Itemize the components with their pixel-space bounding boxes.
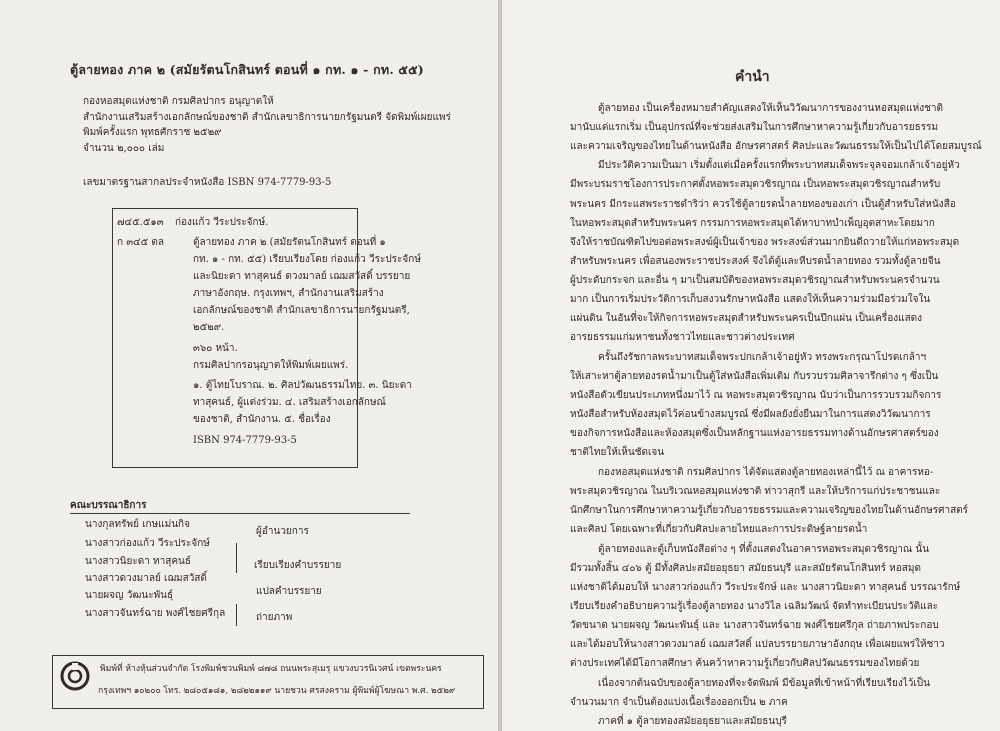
preface-line: มีประวัติความเป็นมา เริ่มตั้งแต่เมื่อครั้งแรกที่พระบาทสมเด็จพระจุลจอมเกล้าเจ้าอยู่หัว: [598, 160, 960, 172]
preface-line: เรียบเรียงคำอธิบายความรู้เรื่องตู้ลายทอง นางวิไล เฉลิมวัฒน์ จัดทำทะเบียนประวัติและ: [570, 600, 939, 612]
preface-line: มีรวมทั้งสิ้น ๔๐๖ ตู้ มีทั้งศิลปะสมัยอยุธยา สมัยธนบุรี และสมัยรัตนโกสินทร์ หอสมุด: [570, 562, 921, 574]
preface-line: ภาคที่ ๑ ตู้ลายทองสมัยอยุธยาและสมัยธนบุรี: [598, 716, 787, 728]
preface-line: มานับแต่แรกเริ่ม เป็นอุปกรณ์ที่จะช่วยส่งเสริมในการศึกษาหาความรู้เกี่ยวกับอารยธรรม: [570, 122, 939, 134]
catalog-card: [112, 208, 421, 468]
printer-logo: [60, 661, 90, 691]
board-member: นายผจญ วัฒนะพันธุ์: [85, 590, 174, 601]
card-line: ทาสุคนธ์, ผู้แต่งร่วม. ๔. เสริมสร้างเอกลักษณ์: [193, 397, 386, 408]
preface-line: พระนคร มีกระแสพระราชดำริว่า ควรใช้ตู้ลายรดน้ำลายทองของเก่า เป็นตู้สำหรับใส่หนังสือ: [570, 198, 956, 210]
printer-line: กรุงเทพฯ ๑๐๒๐๐ โทร. ๒๘๐๕๑๘๑, ๒๘๒๒๑๑๙ นายชวน ศรสงคราม ผู้พิมพ์ผู้โฆษณา พ.ศ. ๒๕๒๙: [98, 686, 456, 696]
board-member: นางกุลทรัพย์ เกษแม่นกิจ: [85, 519, 190, 530]
board-role: แปลคำบรรยาย: [256, 586, 322, 597]
isbn-line: เลขมาตรฐานสากลประจำหนังสือ ISBN 974-7779-93-5: [83, 177, 332, 188]
card-line: กท. ๑ - กท. ๕๕) เรียบเรียงโดย ก่องแก้ว วีระประจักษ์: [193, 254, 421, 265]
preface-line: เนื่องจากต้นฉบับของตู้ลายทองที่จะจัดพิมพ์ มีข้อมูลที่เข้าหน้าที่เรียบเรียงไว้เป็น: [598, 677, 930, 689]
preface-line: ให้เสาะหาตู้ลายทองรดน้ำมาเป็นตู้ใส่หนังสือเพิ่มเติม กับรวบรวมศิลาจารึกต่าง ๆ ซึ่งเป็น: [570, 370, 939, 382]
left-page: [0, 0, 498, 731]
preface-line: ตู้ลายทอง เป็นเครื่องหมายสำคัญแสดงให้เห็นวิวัฒนาการของงานหอสมุดแห่งชาติ: [598, 103, 943, 114]
printer-line: พิมพ์ที่ ห้างหุ้นส่วนจำกัด โรงพิมพ์ชวนพิมพ์ ๘๗๘ ถนนพระสุเมรุ แขวงบวรนิเวศน์ เขตพระนคร: [100, 664, 442, 674]
preface-line: และความเจริญของไทยในด้านหนังสือ อักษรศาสตร์ ศิลปะและวัฒนธรรมให้เป็นไปได้โดยสมบูรณ์: [570, 141, 982, 153]
copies-line: จำนวน ๒,๐๐๐ เล่ม: [83, 143, 165, 154]
preface-line: จึงให้ราชบัณฑิตไปขอต่อพระสงฆ์ผู้เป็นเจ้าของ พระสงฆ์ส่วนมากยินดีถวายให้แก่หอพระสมุด: [570, 236, 960, 248]
publisher-line: กองหอสมุดแห่งชาติ กรมศิลปากร อนุญาตให้: [83, 96, 274, 107]
board-role: ถ่ายภาพ: [256, 612, 293, 623]
preface-heading: คำนำ: [735, 69, 770, 85]
board-role: เรียบเรียงคำบรรยาย: [254, 560, 342, 571]
preface-line: ผู้ประดับกระจก และอื่น ๆ มาเป็นสมบัติของหอพระสมุดวชิรญาณสำหรับพระนครจำนวน: [570, 274, 940, 286]
preface-line: ต่างประเทศได้มีโอกาสศึกษา ค้นคว้าหาความรู้เกี่ยวกับศิลปวัฒนธรรมของไทยด้วย: [570, 658, 920, 670]
board-member: นางสาวนิยะดา ทาสุคนธ์: [85, 556, 191, 567]
preface-line: ในหอพระสมุดสำหรับพระนคร กรรมการหอพระสมุดได้หาบาทบำเพ็ญอุตสาหะโดยมาก: [570, 217, 935, 229]
publisher-line: สำนักงานเสริมสร้างเอกลักษณ์ของชาติ สำนักเลขาธิการนายกรัฐมนตรี จัดพิมพ์เผยแพร่: [83, 112, 451, 123]
bracket: [236, 604, 237, 626]
card-line: กรมศิลปากรอนุญาตให้พิมพ์เผยแพร่.: [193, 360, 349, 371]
preface-line: ตู้ลายทองและตู้เก็บหนังสือต่าง ๆ ที่ตั้งแสดงในอาคารหอพระสมุดวชิรญาณ นั้น: [598, 543, 930, 555]
card-line: ๒๕๒๙.: [193, 322, 225, 333]
preface-line: และศิลป โดยเฉพาะที่เกี่ยวกับศิลปะลายไทยและการประดิษฐ์ลายรดน้ำ: [570, 524, 868, 535]
editorial-board-heading: คณะบรรณาธิการ: [70, 500, 147, 511]
call-number: ก ๓๔๕ ตล: [117, 237, 165, 248]
card-line: ของชาติ, สำนักงาน. ๕. ชื่อเรื่อง: [193, 414, 331, 425]
card-isbn: ISBN 974-7779-93-5: [193, 435, 297, 446]
card-line: ตู้ลายทอง ภาค ๒ (สมัยรัตนโกสินทร์ ตอนที่ ๑: [193, 237, 386, 248]
preface-line: หนังสือตัวเขียนประเภทหนึ่งมาไว้ ณ หอพระสมุดวชิรญาณ นับว่าเป็นการรวบรวมกิจการ: [570, 389, 942, 401]
preface-line: ชาติไทยให้เห็นชัดเจน: [570, 447, 665, 459]
card-author: ก่องแก้ว วีระประจักษ์.: [175, 217, 269, 228]
board-member: นางสาวดวงมาลย์ เฌมสวัสดิ์: [85, 573, 207, 584]
card-line: เอกลักษณ์ของชาติ สำนักเลขาธิการนายกรัฐมนตรี,: [193, 305, 410, 316]
preface-line: ครั้นถึงรัชกาลพระบาทสมเด็จพระปกเกล้าเจ้าอยู่หัว ทรงพระกรุณาโปรดเกล้าฯ: [598, 351, 927, 363]
call-number: ๗๔๕.๕๑๓: [117, 217, 164, 228]
board-member: นางสาวก่องแก้ว วีระประจักษ์: [85, 538, 210, 549]
preface-line: และได้มอบให้นางสาวดวงมาลย์ เฌมสวัสดิ์ แปลบรรยายภาษาอังกฤษ เพื่อเผยแพร่ให้ชาว: [570, 639, 945, 650]
preface-line: แผ่นดิน ในอันที่จะให้กิจการหอพระสมุดสำหรับพระนครเป็นปึกแผ่น เป็นเครื่องแสดง: [570, 313, 923, 325]
board-member: นางสาวจันทร์ฉาย พงศ์ไชยศรีกุล: [85, 608, 226, 619]
publisher-line: พิมพ์ครั้งแรก พุทธศักราช ๒๕๒๙: [83, 127, 222, 138]
bracket: [236, 543, 237, 573]
divider: [70, 513, 410, 514]
preface-line: มีพระบรมราชโองการประกาศตั้งหอพระสมุดวชิรญาณ เป็นหอพระสมุดวชิรญาณสำหรับ: [570, 179, 941, 191]
preface-line: แห่งชาติได้มอบให้ นางสาวก่องแก้ว วีระประจักษ์ และ นางสาวนิยะดา ทาสุคนธ์ บรรณารักษ์: [570, 581, 961, 593]
right-page: [502, 0, 1000, 731]
preface-line: อารยธรรมแก่มหาชนทั้งชาวไทยและชาวต่างประเทศ: [570, 332, 795, 344]
preface-line: พระสมุดวชิรญาณ ในบริเวณหอสมุดแห่งชาติ ท่าวาสุกรี และให้บริการแก่ประชาชนและ: [570, 485, 941, 497]
preface-line: มาก เป็นการเริ่มประวัติการเก็บสงวนรักษาหนังสือ แสดงให้เห็นความร่วมมือร่วมใจใน: [570, 294, 931, 305]
preface-line: กองหอสมุดแห่งชาติ กรมศิลปากร ได้จัดแสดงตู้ลายทองเหล่านี้ไว้ ณ อาคารหอ-: [598, 466, 934, 478]
card-line: ๑. ตู้ไทยโบราณ. ๒. ศิลปวัฒนธรรมไทย. ๓. นิยะดา: [193, 380, 412, 391]
preface-line: หนังสือสำหรับห้องสมุดไว้ค่อนข้างสมบูรณ์ ซึ่งมีผลยังยั่งยืนมาในการแสดงวิวัฒนาการ: [570, 409, 931, 420]
book-title: ตู้ลายทอง ภาค ๒ (สมัยรัตนโกสินทร์ ตอนที่ ๑ กท. ๑ - กท. ๕๕): [70, 62, 424, 77]
preface-line: ของกิจการหนังสือและห้องสมุดซึ่งเป็นหลักฐานแห่งอารยธรรมทางด้านอักษรศาสตร์ของ: [570, 428, 939, 440]
card-line: ภาษาอังกฤษ. กรุงเทพฯ, สำนักงานเสริมสร้าง: [193, 288, 384, 299]
preface-line: จำนวนมาก จำเป็นต้องแบ่งเนื้อเรื่องออกเป็น ๒ ภาค: [570, 696, 788, 708]
preface-line: วัดขนาด นายผจญ วัฒนะพันธุ์ และ นางสาวจันทร์ฉาย พงศ์ไชยศรีกุล ถ่ายภาพประกอบ: [570, 619, 939, 631]
preface-line: นักศึกษาในการศึกษาหาความรู้เกี่ยวกับอารยธรรมและความเจริญของไทยในด้านอักษรศาสตร์: [570, 504, 969, 516]
card-line: ๓๖๐ หน้า.: [193, 343, 238, 354]
board-role: ผู้อำนวยการ: [256, 526, 309, 537]
preface-line: สำหรับพระนคร เพื่อสนองพระราชประสงค์ จึงได้ตู้และหีบรดน้ำลายทอง รวมทั้งตู้ลายจีน: [570, 255, 941, 267]
card-line: และนิยะดา ทาสุคนธ์ ดวงมาลย์ เฌมสวัสดิ์ บรรยาย: [193, 271, 411, 282]
